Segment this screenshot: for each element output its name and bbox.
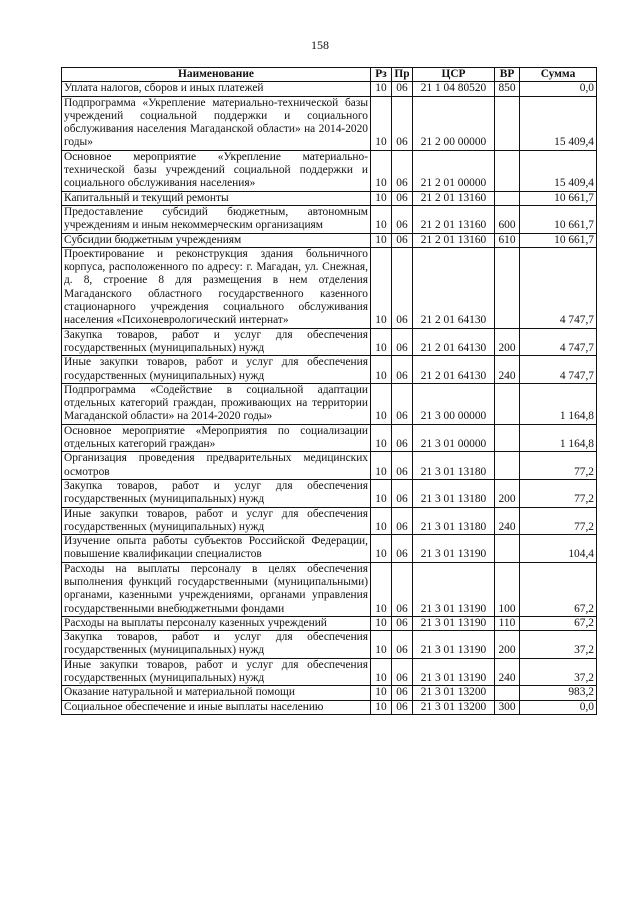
table-row <box>62 535 597 563</box>
cell-csr: 21 2 01 13160 <box>413 191 495 205</box>
cell-vr <box>495 96 520 150</box>
table-row <box>62 356 597 384</box>
table-row <box>62 247 597 328</box>
cell-sum: 77,2 <box>520 452 597 480</box>
cell-csr: 21 3 01 13190 <box>413 535 495 563</box>
cell-sum: 10 661,7 <box>520 191 597 205</box>
cell-csr: 21 2 01 64130 <box>413 356 495 384</box>
cell-vr <box>495 247 520 328</box>
cell-name: Субсидии бюджетным учреждениям <box>62 233 371 247</box>
cell-vr <box>495 535 520 563</box>
cell-rz: 10 <box>371 233 392 247</box>
table-row <box>62 96 597 150</box>
cell-csr: 21 3 01 00000 <box>413 424 495 452</box>
cell-vr: 300 <box>495 700 520 714</box>
cell-pr: 06 <box>392 356 413 384</box>
table-row <box>62 82 597 96</box>
cell-pr: 06 <box>392 452 413 480</box>
cell-csr: 21 3 01 13190 <box>413 616 495 630</box>
cell-sum: 4 747,7 <box>520 247 597 328</box>
table-header-row <box>62 68 597 82</box>
header-csr: ЦСР <box>413 68 495 82</box>
cell-rz: 10 <box>371 383 392 424</box>
cell-pr: 06 <box>392 328 413 356</box>
cell-vr: 600 <box>495 205 520 233</box>
cell-vr: 610 <box>495 233 520 247</box>
cell-name: Подпрограмма «Укрепление материально-технической базы учреждений социальной поддержки и социального обслуживания населения Магаданской области» на 2014-2020 годы» <box>62 96 371 150</box>
cell-rz: 10 <box>371 150 392 191</box>
cell-csr: 21 3 01 13190 <box>413 562 495 616</box>
cell-rz: 10 <box>371 247 392 328</box>
cell-name: Расходы на выплаты персоналу казенных учреждений <box>62 616 371 630</box>
cell-pr: 06 <box>392 658 413 686</box>
cell-sum: 37,2 <box>520 631 597 659</box>
cell-vr <box>495 383 520 424</box>
cell-rz: 10 <box>371 686 392 700</box>
cell-vr: 240 <box>495 356 520 384</box>
cell-name: Иные закупки товаров, работ и услуг для обеспечения государственных (муниципальных) нужд <box>62 356 371 384</box>
table-row <box>62 507 597 535</box>
cell-name: Закупка товаров, работ и услуг для обеспечения государственных (муниципальных) нужд <box>62 328 371 356</box>
cell-csr: 21 2 01 00000 <box>413 150 495 191</box>
cell-rz: 10 <box>371 328 392 356</box>
header-sum: Сумма <box>520 68 597 82</box>
cell-vr: 200 <box>495 479 520 507</box>
cell-name: Капитальный и текущий ремонты <box>62 191 371 205</box>
cell-rz: 10 <box>371 479 392 507</box>
cell-name: Основное мероприятие «Укрепление материально-технической базы учреждений социальной поддержки и социального обслуживания населения» <box>62 150 371 191</box>
cell-sum: 0,0 <box>520 700 597 714</box>
header-name: Наименование <box>62 68 371 82</box>
cell-rz: 10 <box>371 356 392 384</box>
cell-pr: 06 <box>392 616 413 630</box>
table-row <box>62 452 597 480</box>
cell-vr: 200 <box>495 631 520 659</box>
cell-sum: 67,2 <box>520 616 597 630</box>
cell-csr: 21 3 01 13200 <box>413 686 495 700</box>
cell-vr: 850 <box>495 82 520 96</box>
table-row <box>62 150 597 191</box>
cell-pr: 06 <box>392 507 413 535</box>
cell-vr <box>495 424 520 452</box>
cell-sum: 4 747,7 <box>520 328 597 356</box>
cell-csr: 21 2 01 64130 <box>413 247 495 328</box>
cell-csr: 21 3 01 13190 <box>413 658 495 686</box>
cell-name: Закупка товаров, работ и услуг для обеспечения государственных (муниципальных) нужд <box>62 631 371 659</box>
table-row <box>62 616 597 630</box>
cell-pr: 06 <box>392 191 413 205</box>
header-rz: Рз <box>371 68 392 82</box>
table-row <box>62 631 597 659</box>
cell-pr: 06 <box>392 82 413 96</box>
table-row <box>62 658 597 686</box>
cell-pr: 06 <box>392 479 413 507</box>
cell-name: Предоставление субсидий бюджетным, автономным учреждениям и иным некоммерческим организациям <box>62 205 371 233</box>
cell-rz: 10 <box>371 424 392 452</box>
cell-pr: 06 <box>392 535 413 563</box>
cell-rz: 10 <box>371 631 392 659</box>
cell-sum: 1 164,8 <box>520 383 597 424</box>
cell-vr: 100 <box>495 562 520 616</box>
cell-sum: 77,2 <box>520 507 597 535</box>
cell-pr: 06 <box>392 247 413 328</box>
cell-csr: 21 2 01 13160 <box>413 205 495 233</box>
cell-name: Изучение опыта работы субъектов Российской Федерации, повышение квалификации специалистов <box>62 535 371 563</box>
cell-name: Иные закупки товаров, работ и услуг для обеспечения государственных (муниципальных) нужд <box>62 507 371 535</box>
cell-sum: 15 409,4 <box>520 150 597 191</box>
cell-pr: 06 <box>392 233 413 247</box>
cell-sum: 10 661,7 <box>520 205 597 233</box>
cell-csr: 21 3 01 13200 <box>413 700 495 714</box>
cell-csr: 21 2 00 00000 <box>413 96 495 150</box>
cell-pr: 06 <box>392 686 413 700</box>
cell-sum: 983,2 <box>520 686 597 700</box>
cell-sum: 67,2 <box>520 562 597 616</box>
page-number: 158 <box>311 38 329 52</box>
cell-pr: 06 <box>392 150 413 191</box>
cell-sum: 1 164,8 <box>520 424 597 452</box>
cell-csr: 21 3 01 13180 <box>413 452 495 480</box>
cell-rz: 10 <box>371 700 392 714</box>
table-row <box>62 205 597 233</box>
cell-pr: 06 <box>392 383 413 424</box>
table-row <box>62 233 597 247</box>
cell-csr: 21 3 01 13180 <box>413 507 495 535</box>
cell-csr: 21 2 01 13160 <box>413 233 495 247</box>
cell-rz: 10 <box>371 205 392 233</box>
cell-sum: 37,2 <box>520 658 597 686</box>
cell-vr <box>495 191 520 205</box>
cell-sum: 4 747,7 <box>520 356 597 384</box>
table-row <box>62 562 597 616</box>
cell-csr: 21 1 04 80520 <box>413 82 495 96</box>
cell-pr: 06 <box>392 562 413 616</box>
table-row <box>62 328 597 356</box>
cell-sum: 0,0 <box>520 82 597 96</box>
cell-vr <box>495 686 520 700</box>
cell-rz: 10 <box>371 96 392 150</box>
cell-csr: 21 2 01 64130 <box>413 328 495 356</box>
cell-name: Расходы на выплаты персоналу в целях обеспечения выполнения функций государственными (муниципальными) органами, казенными учреждениями, органами управления государственными внебюджетными фондами <box>62 562 371 616</box>
cell-csr: 21 3 00 00000 <box>413 383 495 424</box>
cell-pr: 06 <box>392 631 413 659</box>
cell-pr: 06 <box>392 424 413 452</box>
cell-name: Организация проведения предварительных медицинских осмотров <box>62 452 371 480</box>
cell-rz: 10 <box>371 616 392 630</box>
cell-rz: 10 <box>371 82 392 96</box>
header-pr: Пр <box>392 68 413 82</box>
cell-rz: 10 <box>371 452 392 480</box>
cell-csr: 21 3 01 13180 <box>413 479 495 507</box>
cell-name: Подпрограмма «Содействие в социальной адаптации отдельных категорий граждан, проживающих на территории Магаданской области» на 2014-2020 годы» <box>62 383 371 424</box>
cell-name: Закупка товаров, работ и услуг для обеспечения государственных (муниципальных) нужд <box>62 479 371 507</box>
cell-name: Основное мероприятие «Мероприятия по социализации отдельных категорий граждан» <box>62 424 371 452</box>
cell-vr: 200 <box>495 328 520 356</box>
cell-sum: 77,2 <box>520 479 597 507</box>
cell-name: Иные закупки товаров, работ и услуг для обеспечения государственных (муниципальных) нужд <box>62 658 371 686</box>
cell-sum: 10 661,7 <box>520 233 597 247</box>
cell-pr: 06 <box>392 700 413 714</box>
cell-vr <box>495 150 520 191</box>
table-row <box>62 479 597 507</box>
cell-name: Оказание натуральной и материальной помощи <box>62 686 371 700</box>
cell-rz: 10 <box>371 535 392 563</box>
cell-sum: 104,4 <box>520 535 597 563</box>
cell-pr: 06 <box>392 205 413 233</box>
table-row <box>62 700 597 714</box>
cell-rz: 10 <box>371 658 392 686</box>
cell-csr: 21 3 01 13190 <box>413 631 495 659</box>
cell-pr: 06 <box>392 96 413 150</box>
cell-vr: 240 <box>495 507 520 535</box>
cell-vr: 240 <box>495 658 520 686</box>
cell-rz: 10 <box>371 191 392 205</box>
cell-rz: 10 <box>371 507 392 535</box>
cell-sum: 15 409,4 <box>520 96 597 150</box>
budget-table <box>61 67 597 715</box>
header-vr: ВР <box>495 68 520 82</box>
table-row <box>62 686 597 700</box>
table-row <box>62 383 597 424</box>
cell-name: Проектирование и реконструкция здания больничного корпуса, расположенного по адресу: г. Магадан, ул. Снежная, д. 8, строение 8 для размещения в нем отделения Магаданского областного государственного казенного стационарного учреждения социального обслуживания населения «Психоневрологический интернат» <box>62 247 371 328</box>
cell-vr: 110 <box>495 616 520 630</box>
table-row <box>62 424 597 452</box>
cell-name: Уплата налогов, сборов и иных платежей <box>62 82 371 96</box>
cell-vr <box>495 452 520 480</box>
cell-rz: 10 <box>371 562 392 616</box>
cell-name: Социальное обеспечение и иные выплаты населению <box>62 700 371 714</box>
table-row <box>62 191 597 205</box>
